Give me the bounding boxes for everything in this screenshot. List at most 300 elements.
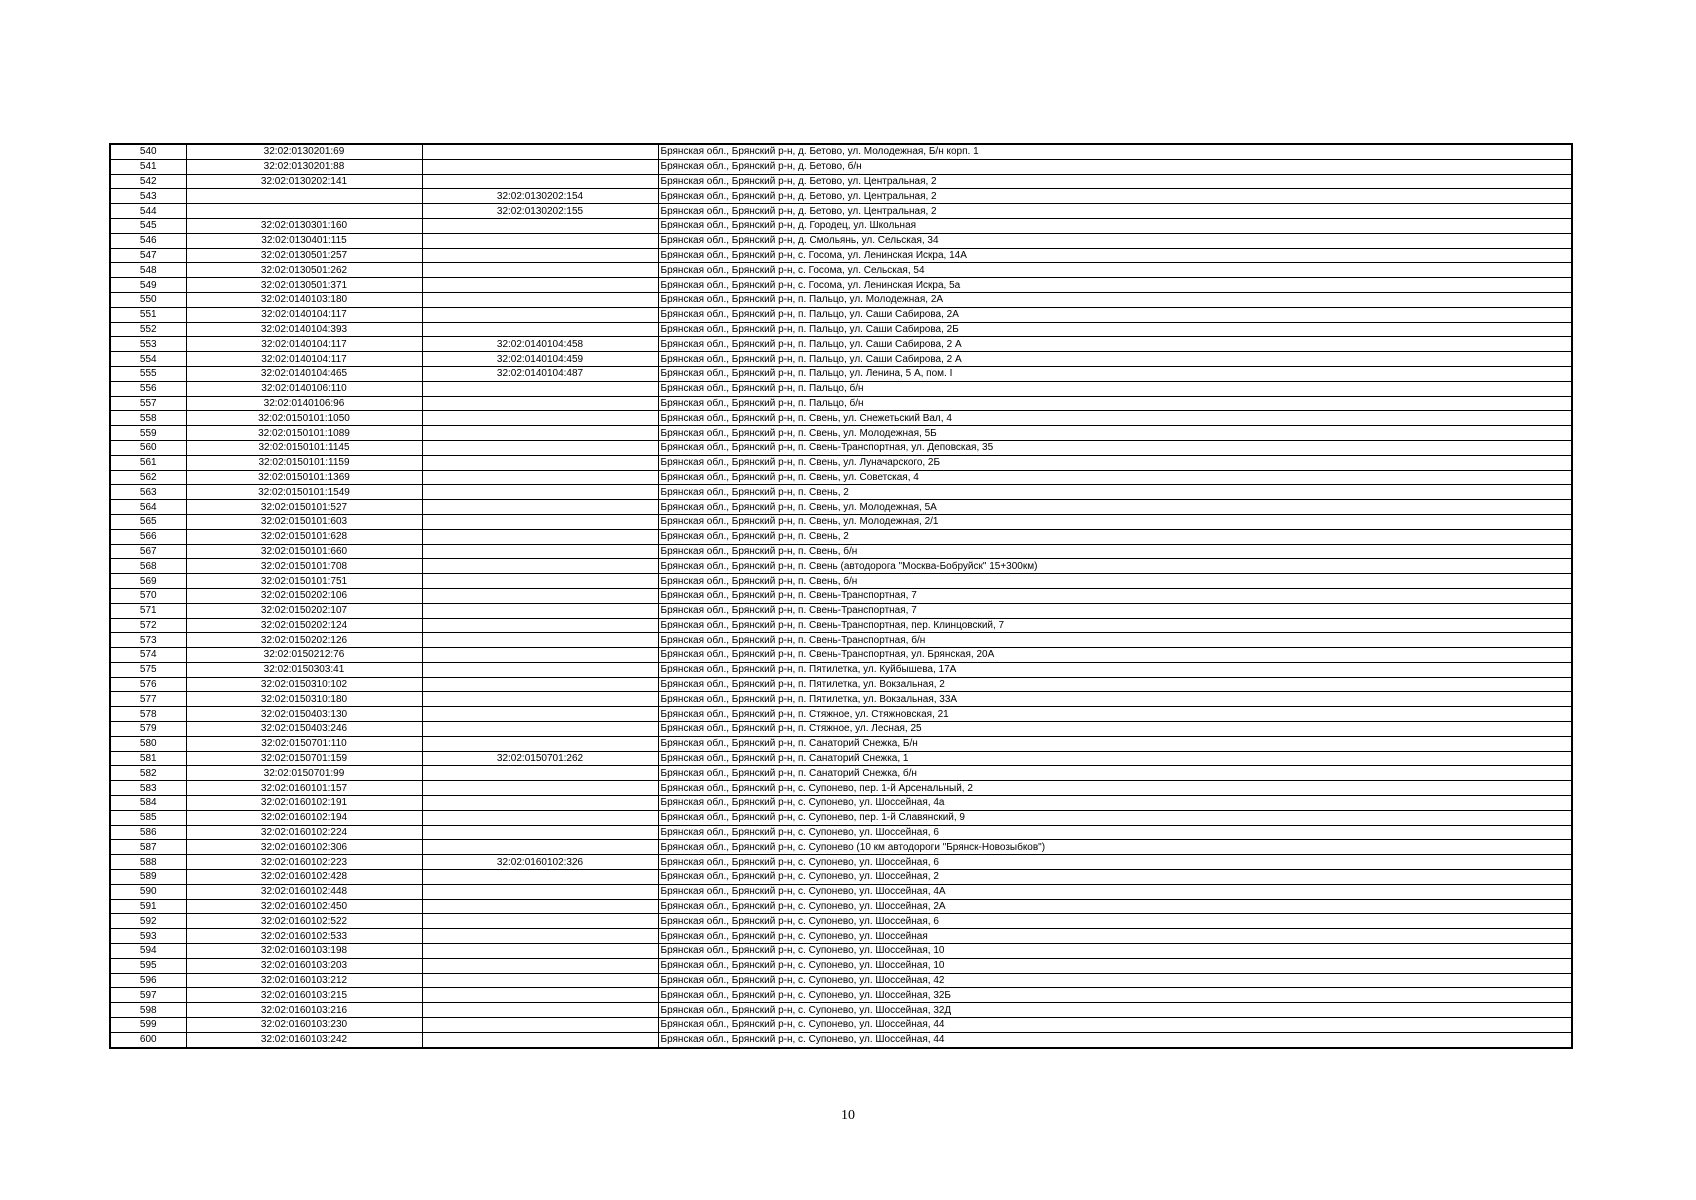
related-cadastral-number-cell [422,648,658,663]
cadastral-number-cell: 32:02:0160102:533 [186,929,422,944]
table-row [110,914,1572,929]
table-row [110,825,1572,840]
table-row [110,470,1572,485]
table-row [110,174,1572,189]
table-row [110,973,1572,988]
table-row [110,692,1572,707]
row-number-cell: 544 [110,204,186,219]
row-number-cell: 546 [110,233,186,248]
table-row [110,899,1572,914]
row-number-cell: 569 [110,574,186,589]
related-cadastral-number-cell [422,692,658,707]
related-cadastral-number-cell [422,988,658,1003]
table-row [110,707,1572,722]
address-cell: Брянская обл., Брянский р-н, п. Пальцо, ул. Саши Сабирова, 2А [658,307,1572,322]
cadastral-number-cell: 32:02:0140104:117 [186,307,422,322]
row-number-cell: 594 [110,944,186,959]
address-cell: Брянская обл., Брянский р-н, п. Свень (автодорога "Москва-Бобруйск" 15+300км) [658,559,1572,574]
cadastral-number-cell: 32:02:0140104:117 [186,337,422,352]
row-number-cell: 589 [110,870,186,885]
address-cell: Брянская обл., Брянский р-н, п. Пальцо, ул. Саши Сабирова, 2 А [658,352,1572,367]
table-row [110,840,1572,855]
table-row [110,870,1572,885]
table-row [110,944,1572,959]
table-row [110,855,1572,870]
table-row [110,352,1572,367]
table-row [110,766,1572,781]
row-number-cell: 591 [110,899,186,914]
cadastral-number-cell: 32:02:0160102:223 [186,855,422,870]
related-cadastral-number-cell [422,633,658,648]
related-cadastral-number-cell [422,1018,658,1033]
table-row [110,529,1572,544]
address-cell: Брянская обл., Брянский р-н, с. Супонево, ул. Шоссейная, 32Б [658,988,1572,1003]
table-row [110,781,1572,796]
cadastral-number-cell: 32:02:0150202:126 [186,633,422,648]
address-cell: Брянская обл., Брянский р-н, п. Пальцо, б/н [658,396,1572,411]
cadastral-number-cell: 32:02:0130501:262 [186,263,422,278]
cadastral-number-cell: 32:02:0150101:603 [186,514,422,529]
related-cadastral-number-cell [422,884,658,899]
cadastral-number-cell: 32:02:0130501:371 [186,278,422,293]
address-cell: Брянская обл., Брянский р-н, д. Бетово, б/н [658,159,1572,174]
cadastral-number-cell: 32:02:0130202:141 [186,174,422,189]
address-cell: Брянская обл., Брянский р-н, с. Супонево, ул. Шоссейная, 2 [658,870,1572,885]
related-cadastral-number-cell [422,958,658,973]
address-cell: Брянская обл., Брянский р-н, с. Госома, ул. Ленинская Искра, 5а [658,278,1572,293]
row-number-cell: 549 [110,278,186,293]
address-cell: Брянская обл., Брянский р-н, п. Свень-Транспортная, пер. Клинцовский, 7 [658,618,1572,633]
row-number-cell: 582 [110,766,186,781]
table-row [110,263,1572,278]
cadastral-number-cell: 32:02:0150101:527 [186,500,422,515]
address-cell: Брянская обл., Брянский р-н, п. Свень, ул. Молодежная, 2/1 [658,514,1572,529]
table-body [110,144,1572,1048]
row-number-cell: 561 [110,455,186,470]
table-row [110,189,1572,204]
row-number-cell: 551 [110,307,186,322]
address-cell: Брянская обл., Брянский р-н, с. Супонево, ул. Шоссейная, 44 [658,1018,1572,1033]
table-row [110,677,1572,692]
cadastral-number-cell: 32:02:0130201:69 [186,144,422,159]
cadastral-number-cell: 32:02:0150202:124 [186,618,422,633]
address-cell: Брянская обл., Брянский р-н, п. Стяжное, ул. Лесная, 25 [658,722,1572,737]
related-cadastral-number-cell [422,292,658,307]
row-number-cell: 545 [110,218,186,233]
cadastral-number-cell: 32:02:0150701:110 [186,736,422,751]
address-cell: Брянская обл., Брянский р-н, с. Супонево, ул. Шоссейная, 42 [658,973,1572,988]
related-cadastral-number-cell [422,944,658,959]
row-number-cell: 556 [110,381,186,396]
row-number-cell: 579 [110,722,186,737]
table-row [110,1018,1572,1033]
related-cadastral-number-cell: 32:02:0130202:155 [422,204,658,219]
related-cadastral-number-cell [422,662,658,677]
table-row [110,307,1572,322]
cadastral-number-cell: 32:02:0150202:106 [186,588,422,603]
row-number-cell: 586 [110,825,186,840]
related-cadastral-number-cell [422,218,658,233]
related-cadastral-number-cell [422,470,658,485]
related-cadastral-number-cell: 32:02:0140104:459 [422,352,658,367]
row-number-cell: 568 [110,559,186,574]
cadastral-number-cell: 32:02:0150101:628 [186,529,422,544]
address-cell: Брянская обл., Брянский р-н, п. Санаторий Снежка, Б/н [658,736,1572,751]
cadastral-number-cell: 32:02:0160102:522 [186,914,422,929]
related-cadastral-number-cell [422,440,658,455]
cadastral-number-cell: 32:02:0150701:159 [186,751,422,766]
cadastral-number-cell: 32:02:0130201:88 [186,159,422,174]
row-number-cell: 552 [110,322,186,337]
cadastral-number-cell: 32:02:0130501:257 [186,248,422,263]
row-number-cell: 562 [110,470,186,485]
table-row [110,500,1572,515]
related-cadastral-number-cell: 32:02:0130202:154 [422,189,658,204]
related-cadastral-number-cell [422,1003,658,1018]
row-number-cell: 559 [110,426,186,441]
related-cadastral-number-cell [422,263,658,278]
table-row [110,411,1572,426]
address-cell: Брянская обл., Брянский р-н, п. Свень, ул. Молодежная, 5А [658,500,1572,515]
address-cell: Брянская обл., Брянский р-н, п. Свень-Транспортная, ул. Деповская, 35 [658,440,1572,455]
related-cadastral-number-cell [422,233,658,248]
related-cadastral-number-cell [422,529,658,544]
cadastral-number-cell: 32:02:0140103:180 [186,292,422,307]
table-row [110,144,1572,159]
related-cadastral-number-cell [422,544,658,559]
cadastral-number-cell: 32:02:0160103:215 [186,988,422,1003]
row-number-cell: 599 [110,1018,186,1033]
related-cadastral-number-cell [422,144,658,159]
related-cadastral-number-cell [422,603,658,618]
related-cadastral-number-cell [422,159,658,174]
row-number-cell: 576 [110,677,186,692]
address-cell: Брянская обл., Брянский р-н, п. Свень, 2 [658,485,1572,500]
address-cell: Брянская обл., Брянский р-н, п. Свень, ул. Молодежная, 5Б [658,426,1572,441]
row-number-cell: 590 [110,884,186,899]
address-cell: Брянская обл., Брянский р-н, с. Супонево, ул. Шоссейная [658,929,1572,944]
related-cadastral-number-cell [422,1032,658,1047]
row-number-cell: 587 [110,840,186,855]
row-number-cell: 581 [110,751,186,766]
address-cell: Брянская обл., Брянский р-н, д. Бетово, ул. Молодежная, Б/н корп. 1 [658,144,1572,159]
address-cell: Брянская обл., Брянский р-н, п. Санаторий Снежка, 1 [658,751,1572,766]
address-cell: Брянская обл., Брянский р-н, п. Свень-Транспортная, б/н [658,633,1572,648]
table-row [110,618,1572,633]
row-number-cell: 560 [110,440,186,455]
cadastral-number-cell: 32:02:0160102:191 [186,796,422,811]
row-number-cell: 593 [110,929,186,944]
address-cell: Брянская обл., Брянский р-н, с. Супонево, ул. Шоссейная, 6 [658,855,1572,870]
related-cadastral-number-cell [422,588,658,603]
related-cadastral-number-cell [422,840,658,855]
cadastral-number-cell: 32:02:0150101:1050 [186,411,422,426]
cadastral-number-cell: 32:02:0160102:194 [186,810,422,825]
cadastral-number-cell [186,204,422,219]
table-row [110,633,1572,648]
address-cell: Брянская обл., Брянский р-н, п. Стяжное, ул. Стяжновская, 21 [658,707,1572,722]
cadastral-number-cell: 32:02:0150403:130 [186,707,422,722]
row-number-cell: 566 [110,529,186,544]
cadastral-number-cell: 32:02:0160103:212 [186,973,422,988]
row-number-cell: 592 [110,914,186,929]
table-row [110,218,1572,233]
row-number-cell: 550 [110,292,186,307]
row-number-cell: 543 [110,189,186,204]
related-cadastral-number-cell [422,914,658,929]
address-cell: Брянская обл., Брянский р-н, п. Свень, б/н [658,574,1572,589]
related-cadastral-number-cell: 32:02:0160102:326 [422,855,658,870]
cadastral-number-cell: 32:02:0140104:117 [186,352,422,367]
related-cadastral-number-cell [422,278,658,293]
address-cell: Брянская обл., Брянский р-н, п. Пальцо, ул. Ленина, 5 А, пом. I [658,366,1572,381]
address-cell: Брянская обл., Брянский р-н, д. Бетово, ул. Центральная, 2 [658,204,1572,219]
row-number-cell: 595 [110,958,186,973]
table-row [110,322,1572,337]
table-row [110,278,1572,293]
table-row [110,810,1572,825]
related-cadastral-number-cell [422,929,658,944]
address-cell: Брянская обл., Брянский р-н, п. Пятилетка, ул. Куйбышева, 17А [658,662,1572,677]
address-cell: Брянская обл., Брянский р-н, п. Пятилетка, ул. Вокзальная, 2 [658,677,1572,692]
cadastral-number-cell: 32:02:0150202:107 [186,603,422,618]
cadastral-number-cell: 32:02:0150310:180 [186,692,422,707]
row-number-cell: 567 [110,544,186,559]
cadastral-number-cell: 32:02:0150310:102 [186,677,422,692]
address-cell: Брянская обл., Брянский р-н, с. Супонево, ул. Шоссейная, 6 [658,825,1572,840]
address-cell: Брянская обл., Брянский р-н, с. Супонево, пер. 1-й Славянский, 9 [658,810,1572,825]
cadastral-number-cell: 32:02:0150303:41 [186,662,422,677]
row-number-cell: 585 [110,810,186,825]
cadastral-number-cell: 32:02:0140104:465 [186,366,422,381]
address-cell: Брянская обл., Брянский р-н, п. Свень, ул. Луначарского, 2Б [658,455,1572,470]
table-row [110,929,1572,944]
row-number-cell: 598 [110,1003,186,1018]
cadastral-number-cell: 32:02:0140106:110 [186,381,422,396]
table-row [110,233,1572,248]
related-cadastral-number-cell [422,722,658,737]
table-row [110,751,1572,766]
related-cadastral-number-cell [422,381,658,396]
row-number-cell: 600 [110,1032,186,1047]
address-cell: Брянская обл., Брянский р-н, п. Пальцо, б/н [658,381,1572,396]
address-cell: Брянская обл., Брянский р-н, д. Смольянь, ул. Сельская, 34 [658,233,1572,248]
related-cadastral-number-cell: 32:02:0140104:487 [422,366,658,381]
related-cadastral-number-cell [422,574,658,589]
row-number-cell: 554 [110,352,186,367]
cadastral-number-cell: 32:02:0160103:198 [186,944,422,959]
related-cadastral-number-cell [422,411,658,426]
address-cell: Брянская обл., Брянский р-н, п. Свень, ул. Снежетьский Вал, 4 [658,411,1572,426]
cadastral-number-cell: 32:02:0150403:246 [186,722,422,737]
related-cadastral-number-cell [422,825,658,840]
cadastral-number-cell: 32:02:0160103:216 [186,1003,422,1018]
row-number-cell: 557 [110,396,186,411]
cadastral-number-cell: 32:02:0150101:708 [186,559,422,574]
address-cell: Брянская обл., Брянский р-н, с. Супонево, пер. 1-й Арсенальный, 2 [658,781,1572,796]
related-cadastral-number-cell [422,322,658,337]
related-cadastral-number-cell [422,810,658,825]
related-cadastral-number-cell [422,500,658,515]
related-cadastral-number-cell [422,736,658,751]
table-row [110,455,1572,470]
table-row [110,292,1572,307]
table-row [110,559,1572,574]
cadastral-number-cell: 32:02:0160103:242 [186,1032,422,1047]
cadastral-number-cell: 32:02:0160103:230 [186,1018,422,1033]
address-cell: Брянская обл., Брянский р-н, с. Супонево, ул. Шоссейная, 4а [658,796,1572,811]
cadastral-number-cell: 32:02:0160101:157 [186,781,422,796]
table-row [110,796,1572,811]
address-cell: Брянская обл., Брянский р-н, с. Госома, ул. Ленинская Искра, 14А [658,248,1572,263]
related-cadastral-number-cell [422,307,658,322]
table-row [110,648,1572,663]
registry-table [109,143,1573,1049]
table-row [110,426,1572,441]
table-row [110,1032,1572,1047]
related-cadastral-number-cell [422,455,658,470]
address-cell: Брянская обл., Брянский р-н, д. Бетово, ул. Центральная, 2 [658,189,1572,204]
table-row [110,958,1572,973]
address-cell: Брянская обл., Брянский р-н, с. Супонево, ул. Шоссейная, 10 [658,958,1572,973]
address-cell: Брянская обл., Брянский р-н, с. Супонево (10 км автодороги "Брянск-Новозыбков") [658,840,1572,855]
table-row [110,440,1572,455]
address-cell: Брянская обл., Брянский р-н, п. Свень, ул. Советская, 4 [658,470,1572,485]
address-cell: Брянская обл., Брянский р-н, п. Пальцо, ул. Молодежная, 2А [658,292,1572,307]
address-cell: Брянская обл., Брянский р-н, п. Свень, б/н [658,544,1572,559]
related-cadastral-number-cell [422,766,658,781]
address-cell: Брянская обл., Брянский р-н, с. Супонево, ул. Шоссейная, 32Д [658,1003,1572,1018]
cadastral-number-cell: 32:02:0160102:224 [186,825,422,840]
cadastral-number-cell: 32:02:0160102:428 [186,870,422,885]
cadastral-number-cell: 32:02:0150101:1369 [186,470,422,485]
cadastral-number-cell: 32:02:0150101:751 [186,574,422,589]
address-cell: Брянская обл., Брянский р-н, с. Супонево, ул. Шоссейная, 2А [658,899,1572,914]
table-row [110,722,1572,737]
address-cell: Брянская обл., Брянский р-н, п. Санаторий Снежка, б/н [658,766,1572,781]
row-number-cell: 575 [110,662,186,677]
cadastral-number-cell: 32:02:0150101:1145 [186,440,422,455]
address-cell: Брянская обл., Брянский р-н, с. Супонево, ул. Шоссейная, 10 [658,944,1572,959]
row-number-cell: 571 [110,603,186,618]
row-number-cell: 564 [110,500,186,515]
cadastral-number-cell: 32:02:0150101:660 [186,544,422,559]
row-number-cell: 570 [110,588,186,603]
address-cell: Брянская обл., Брянский р-н, п. Пальцо, ул. Саши Сабирова, 2Б [658,322,1572,337]
address-cell: Брянская обл., Брянский р-н, п. Свень-Транспортная, 7 [658,603,1572,618]
table-row [110,337,1572,352]
table-row [110,603,1572,618]
cadastral-number-cell: 32:02:0150212:76 [186,648,422,663]
cadastral-number-cell: 32:02:0150101:1089 [186,426,422,441]
row-number-cell: 597 [110,988,186,1003]
row-number-cell: 565 [110,514,186,529]
related-cadastral-number-cell [422,248,658,263]
row-number-cell: 578 [110,707,186,722]
table-row [110,381,1572,396]
row-number-cell: 555 [110,366,186,381]
row-number-cell: 547 [110,248,186,263]
address-cell: Брянская обл., Брянский р-н, д. Бетово, ул. Центральная, 2 [658,174,1572,189]
related-cadastral-number-cell [422,796,658,811]
cadastral-number-cell: 32:02:0130401:115 [186,233,422,248]
cadastral-number-cell: 32:02:0160102:448 [186,884,422,899]
row-number-cell: 563 [110,485,186,500]
related-cadastral-number-cell [422,396,658,411]
table-row [110,544,1572,559]
cadastral-number-cell: 32:02:0140104:393 [186,322,422,337]
related-cadastral-number-cell [422,677,658,692]
table-row [110,988,1572,1003]
address-cell: Брянская обл., Брянский р-н, с. Супонево, ул. Шоссейная, 4А [658,884,1572,899]
related-cadastral-number-cell [422,870,658,885]
cadastral-number-cell: 32:02:0150701:99 [186,766,422,781]
table-row [110,1003,1572,1018]
cadastral-number-cell [186,189,422,204]
cadastral-number-cell: 32:02:0140106:96 [186,396,422,411]
address-cell: Брянская обл., Брянский р-н, п. Свень-Транспортная, ул. Брянская, 20А [658,648,1572,663]
row-number-cell: 580 [110,736,186,751]
table-row [110,396,1572,411]
cadastral-number-cell: 32:02:0160103:203 [186,958,422,973]
row-number-cell: 572 [110,618,186,633]
address-cell: Брянская обл., Брянский р-н, с. Супонево, ул. Шоссейная, 6 [658,914,1572,929]
cadastral-number-cell: 32:02:0160102:306 [186,840,422,855]
row-number-cell: 540 [110,144,186,159]
table-row [110,588,1572,603]
address-cell: Брянская обл., Брянский р-н, п. Пальцо, ул. Саши Сабирова, 2 А [658,337,1572,352]
row-number-cell: 558 [110,411,186,426]
table-row [110,574,1572,589]
row-number-cell: 596 [110,973,186,988]
table-row [110,736,1572,751]
table-row [110,204,1572,219]
row-number-cell: 574 [110,648,186,663]
address-cell: Брянская обл., Брянский р-н, д. Городец, ул. Школьная [658,218,1572,233]
row-number-cell: 573 [110,633,186,648]
related-cadastral-number-cell [422,781,658,796]
related-cadastral-number-cell [422,485,658,500]
address-cell: Брянская обл., Брянский р-н, п. Свень-Транспортная, 7 [658,588,1572,603]
related-cadastral-number-cell [422,514,658,529]
row-number-cell: 553 [110,337,186,352]
cadastral-number-cell: 32:02:0150101:1549 [186,485,422,500]
related-cadastral-number-cell: 32:02:0150701:262 [422,751,658,766]
related-cadastral-number-cell [422,973,658,988]
row-number-cell: 583 [110,781,186,796]
table-row [110,248,1572,263]
row-number-cell: 584 [110,796,186,811]
table-row [110,366,1572,381]
table-row [110,884,1572,899]
address-cell: Брянская обл., Брянский р-н, п. Свень, 2 [658,529,1572,544]
table-row [110,514,1572,529]
related-cadastral-number-cell [422,618,658,633]
table-row [110,662,1572,677]
row-number-cell: 548 [110,263,186,278]
related-cadastral-number-cell [422,426,658,441]
related-cadastral-number-cell: 32:02:0140104:458 [422,337,658,352]
table-row [110,485,1572,500]
related-cadastral-number-cell [422,174,658,189]
row-number-cell: 588 [110,855,186,870]
row-number-cell: 577 [110,692,186,707]
page-number: 10 [841,1108,855,1123]
row-number-cell: 541 [110,159,186,174]
row-number-cell: 542 [110,174,186,189]
address-cell: Брянская обл., Брянский р-н, с. Супонево, ул. Шоссейная, 44 [658,1032,1572,1047]
table-row [110,159,1572,174]
